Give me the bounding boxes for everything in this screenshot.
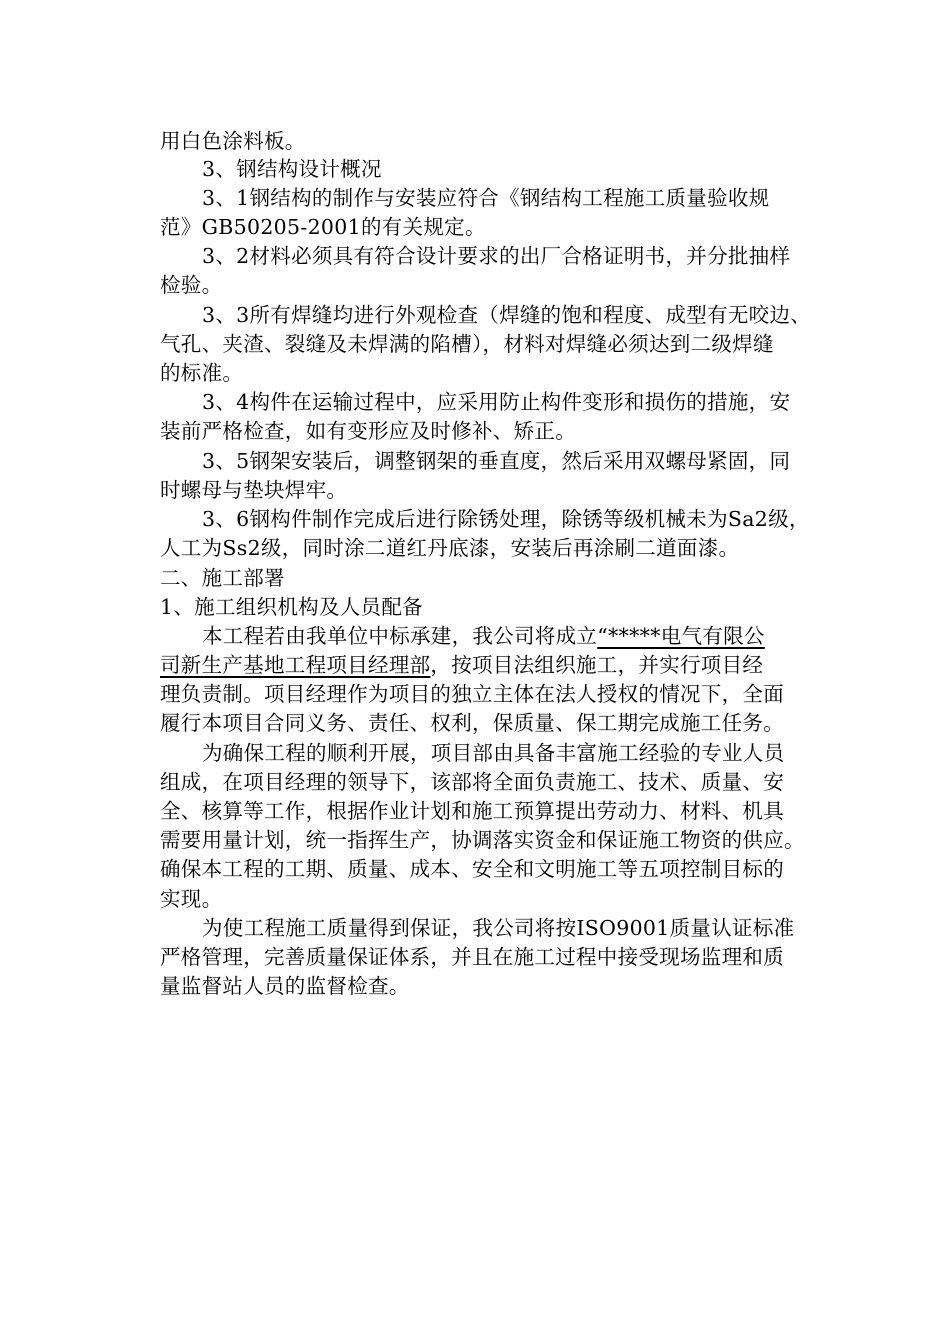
text-line: 为确保工程的顺利开展，项目部由具备丰富施工经验的专业人员 <box>202 741 785 765</box>
chapter-heading: 二、施工部署 <box>160 566 285 590</box>
text-line: 3、4构件在运输过程中，应采用防止构件变形和损伤的措施，安 <box>202 390 791 414</box>
text-line: 3、6钢构件制作完成后进行除锈处理，除锈等级机械未为Sa2级， <box>202 507 810 531</box>
underlined-text: 司新生产基地工程项目经理部 <box>160 653 431 677</box>
text-line: 实现。 <box>160 887 223 911</box>
text-line <box>160 652 763 679</box>
text-segment: 本工程若由我单位中标承建，我公司将成立 <box>202 624 598 648</box>
text-line: 3、3所有焊缝均进行外观检查（焊缝的饱和程度、成型有无咬边、 <box>202 303 812 327</box>
text-line: 确保本工程的工期、质量、成本、安全和文明施工等五项控制目标的 <box>160 857 784 881</box>
text-line: 3、1钢结构的制作与安装应符合《钢结构工程施工质量验收规 <box>202 186 770 210</box>
text-line: 人工为Ss2级，同时涂二道红丹底漆，安装后再涂刷二道面漆。 <box>160 536 740 560</box>
text-line: 全、核算等工作，根据作业计划和施工预算提出劳动力、材料、机具 <box>160 799 784 823</box>
text-line: 时螺母与垫块焊牢。 <box>160 478 348 502</box>
text-line: 范》GB50205-2001的有关规定。 <box>160 215 486 239</box>
text-line: 用白色涂料板。 <box>160 129 306 153</box>
text-line: 3、5钢架安装后，调整钢架的垂直度，然后采用双螺母紧固，同 <box>202 449 791 473</box>
text-line: 量监督站人员的监督检查。 <box>160 974 410 998</box>
text-line: 为使工程施工质量得到保证，我公司将按ISO9001质量认证标准 <box>202 916 795 940</box>
text-line <box>202 623 765 650</box>
underlined-text: “*****电气有限公 <box>597 624 765 648</box>
text-line: 气孔、夹渣、裂缝及未焊满的陷槽），材料对焊缝必须达到二级焊缝 <box>160 332 774 356</box>
text-line: 履行本项目合同义务、责任、权利，保质量、保工期完成施工任务。 <box>160 711 784 735</box>
text-line: 组成，在项目经理的领导下，该部将全面负责施工、技术、质量、安 <box>160 770 784 794</box>
text-line: 需要用量计划，统一指挥生产，协调落实资金和保证施工物资的供应。 <box>160 828 805 852</box>
section-heading: 3、钢结构设计概况 <box>202 157 382 181</box>
text-line: 装前严格检查，如有变形应及时修补、矫正。 <box>160 419 576 443</box>
section-heading: 1、施工组织机构及人员配备 <box>160 595 423 619</box>
text-line: 理负责制。项目经理作为项目的独立主体在法人授权的情况下，全面 <box>160 682 784 706</box>
text-line: 3、2材料必须具有符合设计要求的出厂合格证明书，并分批抽样 <box>202 244 791 268</box>
text-segment: ，按项目法组织施工，并实行项目经 <box>430 653 764 677</box>
text-line: 检验。 <box>160 273 223 297</box>
text-line: 的标准。 <box>160 361 244 385</box>
text-line: 严格管理，完善质量保证体系，并且在施工过程中接受现场监理和质 <box>160 945 784 969</box>
